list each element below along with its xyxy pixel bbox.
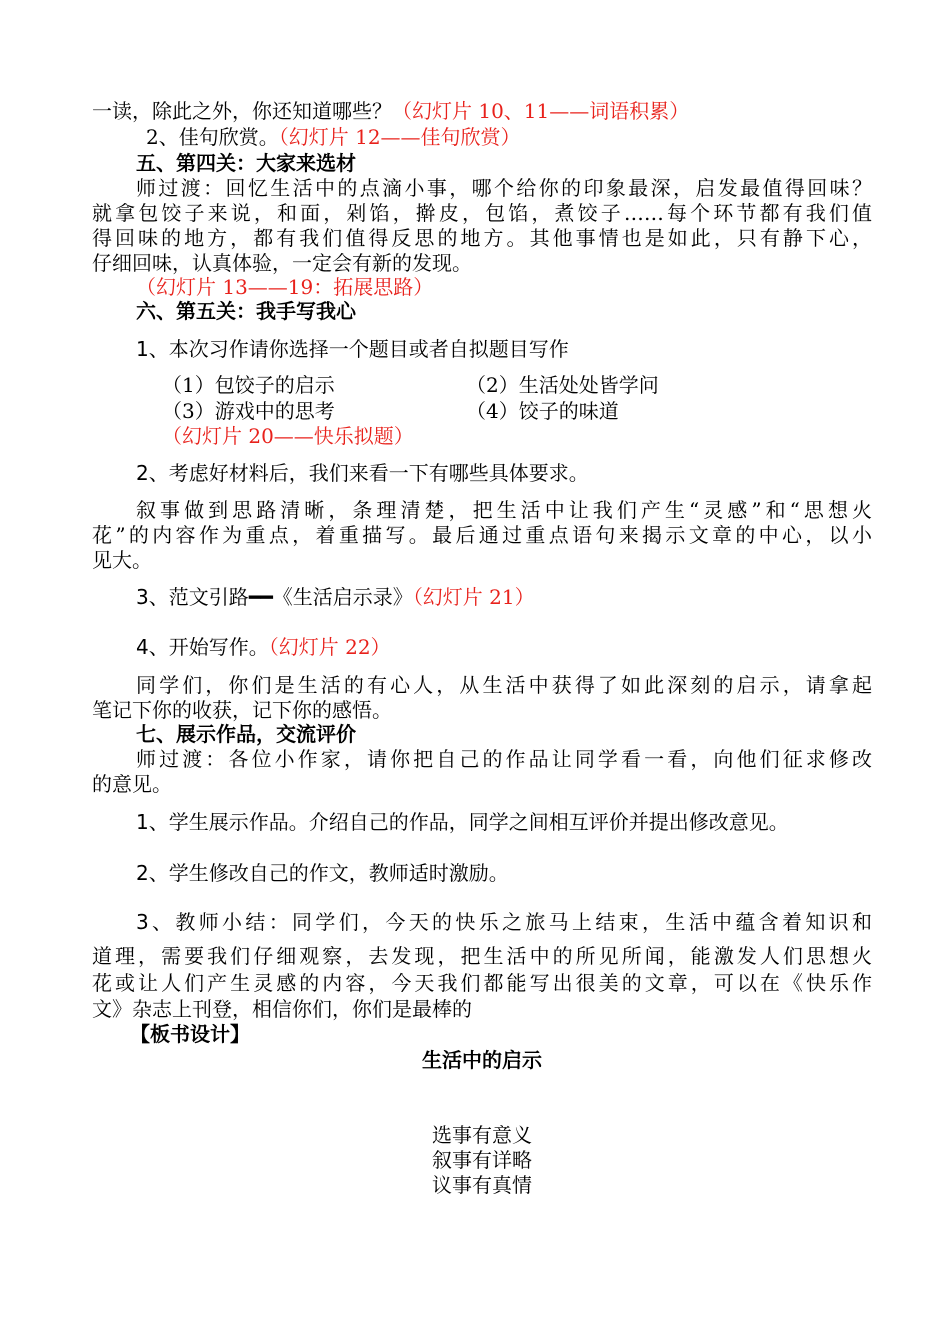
topic-option-3: （3）游戏中的思考 xyxy=(162,399,335,423)
encourage-line1: 同学们，你们是生活的有心人，从生活中获得了如此深刻的启示，请拿起 xyxy=(136,673,872,697)
step-1: 1、本次习作请你选择一个题目或者自拟题目写作 xyxy=(136,337,569,361)
step-2: 2、考虑好材料后，我们来看一下有哪些具体要求。 xyxy=(136,461,589,485)
summary-line3: 花或让人们产生灵感的内容，今天我们都能写出很美的文章，可以在《快乐作 xyxy=(92,971,872,995)
vocab-text: 一读，除此之外，你还知道哪些？ xyxy=(92,99,392,123)
slide-ref-12: （幻灯片 12——佳句欣赏） xyxy=(278,125,521,149)
board-item-1: 选事有意义 xyxy=(432,1123,532,1147)
task-1: 1、学生展示作品。介绍自己的作品，同学之间相互评价并提出修改意见。 xyxy=(136,810,789,834)
section-7-heading: 七、展示作品，交流评价 xyxy=(136,722,356,746)
board-item-2: 叙事有详略 xyxy=(432,1148,532,1172)
task-2: 2、学生修改自己的作文，教师适时激励。 xyxy=(136,861,509,885)
slide-ref-22: （幻灯片 22） xyxy=(268,635,391,659)
step-3-text: 3、范文引路━━《生活启示录》 xyxy=(136,585,413,609)
para-5-line4: 仔细回味，认真体验，一定会有新的发现。 xyxy=(92,251,472,275)
slide-ref-21: （幻灯片 21） xyxy=(412,585,535,609)
para-5-line2: 就拿包饺子来说，和面，剁馅，擀皮，包馅，煮饺子……每个环节都有我们值 xyxy=(92,201,872,225)
step-4-text: 4、开始写作。 xyxy=(136,635,269,659)
summary-line1: 3、教师小结：同学们，今天的快乐之旅马上结束，生活中蕴含着知识和 xyxy=(136,910,872,934)
encourage-line2: 笔记下你的收获，记下你的感悟。 xyxy=(92,698,392,722)
requirement-line1: 叙事做到思路清晰，条理清楚，把生活中让我们产生“灵感”和“思想火 xyxy=(136,498,872,522)
para-5-line1: 师过渡：回忆生活中的点滴小事，哪个给你的印象最深，启发最值得回味？ xyxy=(136,176,872,200)
slide-ref-20: （幻灯片 20——快乐拟题） xyxy=(162,424,414,448)
step-3 xyxy=(136,584,916,610)
topic-option-2: （2）生活处处皆学问 xyxy=(466,373,659,397)
board-design-heading: 【板书设计】 xyxy=(130,1022,250,1046)
slide-ref-13-19: （幻灯片 13——19：拓展思路） xyxy=(136,275,434,299)
para-7-line2: 的意见。 xyxy=(92,772,172,796)
step-4 xyxy=(136,634,916,660)
summary-line4: 文》杂志上刊登，相信你们，你们是最棒的 xyxy=(92,997,472,1021)
slide-ref-10-11: （幻灯片 10、11——词语积累） xyxy=(392,99,690,123)
para-7-line1: 师过渡：各位小作家，请你把自己的作品让同学看一看，向他们征求修改 xyxy=(136,747,872,771)
line-vocab xyxy=(92,98,872,124)
board-title: 生活中的启示 xyxy=(422,1048,542,1072)
board-item-3: 议事有真情 xyxy=(432,1173,532,1197)
line-sentences xyxy=(146,124,926,150)
para-5-line3: 得回味的地方，都有我们值得反思的地方。其他事情也是如此，只有静下心， xyxy=(92,226,872,250)
topic-option-1: （1）包饺子的启示 xyxy=(162,373,335,397)
requirement-line2: 花”的内容作为重点，着重描写。最后通过重点语句来揭示文章的中心，以小 xyxy=(92,523,872,547)
topic-option-4: （4）饺子的味道 xyxy=(466,399,619,423)
section-6-heading: 六、第五关：我手写我心 xyxy=(136,299,356,323)
summary-line2: 道理，需要我们仔细观察，去发现，把生活中的所见所闻，能激发人们思想火 xyxy=(92,944,872,968)
requirement-line3: 见大。 xyxy=(92,548,152,572)
section-5-heading: 五、第四关：大家来选材 xyxy=(136,151,356,175)
sentences-text: 2、佳句欣赏。 xyxy=(146,125,279,149)
